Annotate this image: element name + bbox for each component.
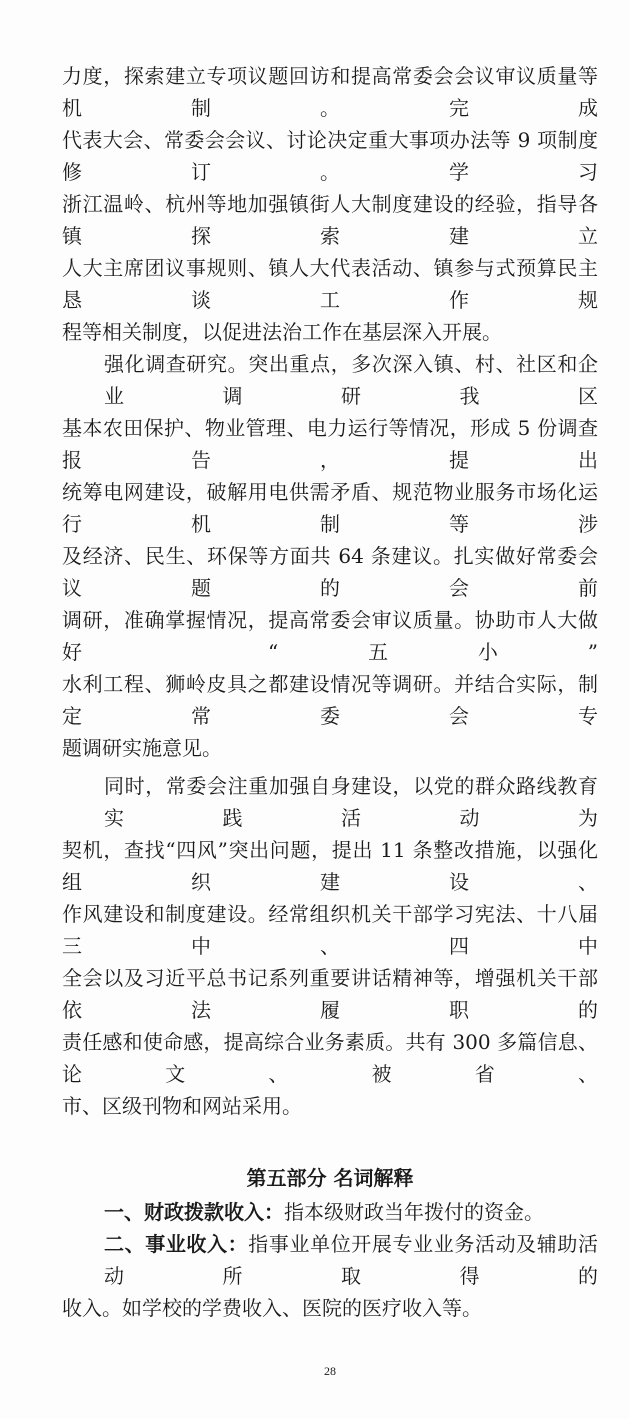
text-line: 全会以及习近平总书记系列重要讲话精神等，增强机关干部依法履职的 bbox=[62, 966, 598, 1022]
text-line: 调研，准确掌握情况，提高常委会审议质量。协助市人大做好 “五小” bbox=[62, 608, 598, 664]
text-line: 水利工程、狮岭皮具之都建设情况等调研。并结合实际，制定常委会专 bbox=[62, 672, 598, 728]
text-line: 代表大会、常委会会议、讨论决定重大事项办法等 9 项制度修订。学习 bbox=[62, 128, 598, 184]
paragraph-self-building bbox=[62, 770, 598, 1122]
text-line: 统筹电网建设，破解用电供需矛盾、规范物业服务市场化运行机制等涉 bbox=[62, 480, 598, 536]
text-line: 责任感和使命感，提高综合业务素质。共有 300 多篇信息、论文、被省、 bbox=[62, 1030, 598, 1086]
text-line: 程等相关制度，以促进法治工作在基层深入开展。 bbox=[62, 320, 502, 344]
term-definition bbox=[62, 1196, 598, 1228]
text-line: 题调研实施意见。 bbox=[62, 736, 222, 760]
text-line: 强化调查研究。突出重点，多次深入镇、村、社区和企业调研我区 bbox=[104, 352, 598, 408]
paragraph-research bbox=[62, 348, 598, 764]
text-line: 力度，探索建立专项议题回访和提高常委会会议审议质量等机制。完成 bbox=[62, 64, 598, 120]
term-text: 指事业单位开展专业业务活动及辅助活动所取得的 bbox=[104, 1232, 599, 1288]
text-line: 及经济、民生、环保等方面共 64 条建议。扎实做好常委会议题的会前 bbox=[62, 544, 598, 600]
text-line: 市、区级刊物和网站采用。 bbox=[62, 1094, 302, 1118]
page-number: 28 bbox=[324, 1364, 336, 1378]
term-label: 二、事业收入： bbox=[104, 1232, 249, 1256]
paragraph-legal-work bbox=[62, 60, 598, 348]
text-line: 基本农田保护、物业管理、电力运行等情况，形成 5 份调查报告，提出 bbox=[62, 416, 598, 472]
text-line: 收入。如学校的学费收入、医院的医疗收入等。 bbox=[62, 1296, 482, 1320]
text-line: 作风建设和制度建设。经常组织机关干部学习宪法、十八届三中、四中 bbox=[62, 902, 598, 958]
text-line: 契机，查找“四风”突出问题，提出 11 条整改措施，以强化组织建设、 bbox=[62, 838, 598, 894]
term-definition bbox=[62, 1228, 598, 1292]
section-heading: 第五部分 名词解释 bbox=[246, 1166, 414, 1190]
text-line: 浙江温岭、杭州等地加强镇街人大制度建设的经验，指导各镇探索建立 bbox=[62, 192, 598, 248]
term-label: 一、财政拨款收入： bbox=[104, 1200, 284, 1224]
text-line: 人大主席团议事规则、镇人大代表活动、镇参与式预算民主恳谈工作规 bbox=[62, 256, 598, 312]
text-line: 同时，常委会注重加强自身建设，以党的群众路线教育实践活动为 bbox=[104, 774, 598, 830]
term-text: 指本级财政当年拨付的资金。 bbox=[284, 1200, 544, 1224]
